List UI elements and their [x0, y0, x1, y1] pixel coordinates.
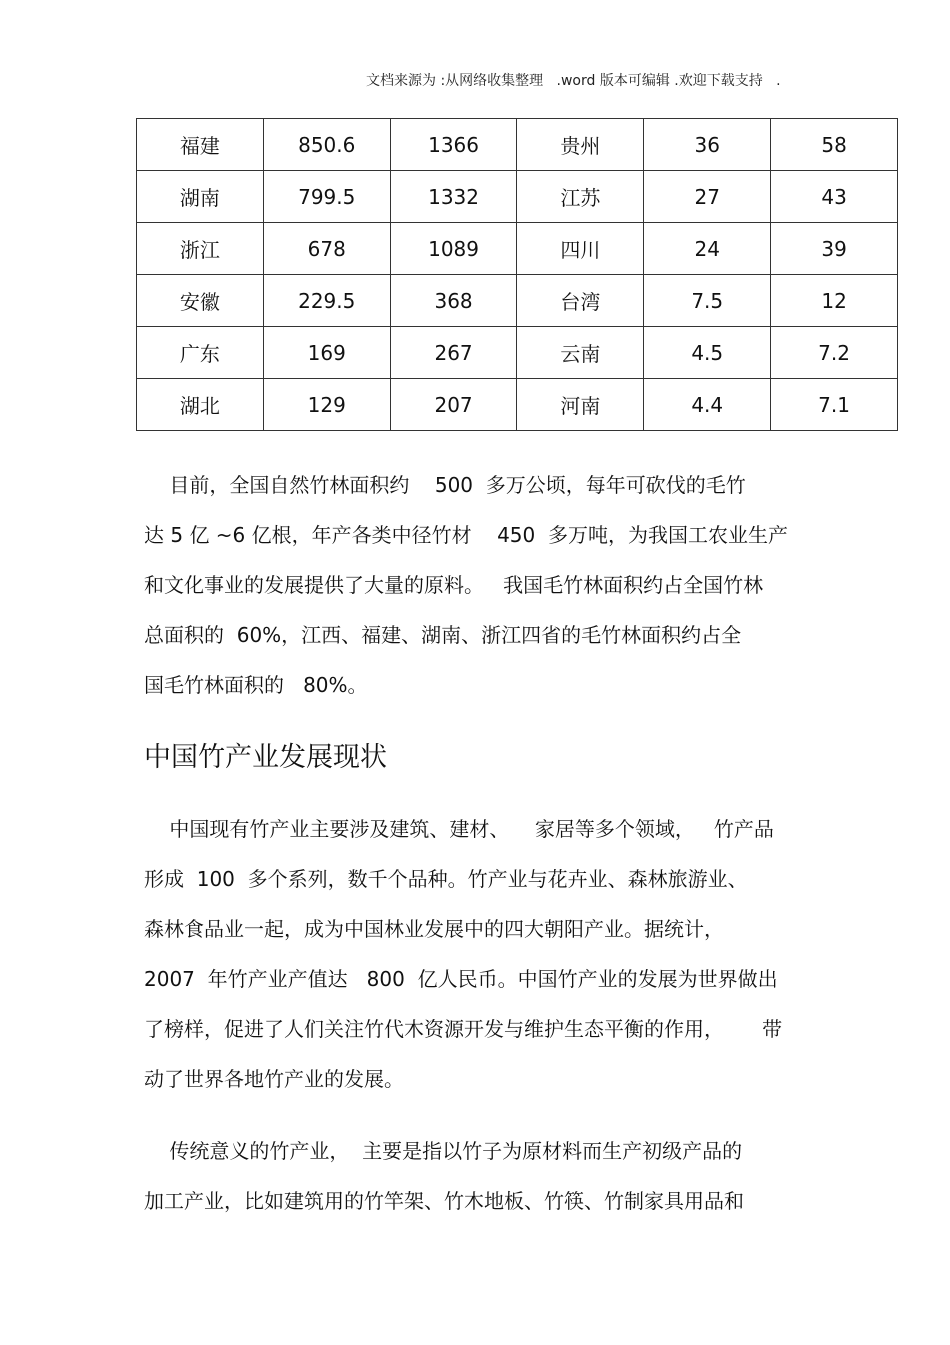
table-cell: 24 [644, 223, 771, 275]
table-row [137, 379, 898, 431]
paragraph-line: 了榜样，促进了人们关注竹代木资源开发与维护生态平衡的作用， 带 [144, 1017, 783, 1041]
table-cell: 安徽 [137, 275, 264, 327]
table-cell: 河南 [517, 379, 644, 431]
table-cell: 678 [263, 223, 390, 275]
paragraph-line: 国毛竹林面积的 80%。 [144, 673, 368, 697]
table-cell: 27 [644, 171, 771, 223]
paragraph-line: 目前，全国自然竹林面积约 500 多万公顷，每年可砍伐的毛竹 [144, 473, 746, 497]
table-cell: 广东 [137, 327, 264, 379]
province-data-table [136, 118, 898, 431]
table-cell: 169 [263, 327, 390, 379]
table-cell: 129 [263, 379, 390, 431]
table-cell: 4.4 [644, 379, 771, 431]
table-cell: 229.5 [263, 275, 390, 327]
table-cell: 1332 [390, 171, 517, 223]
paragraph-line: 2007 年竹产业产值达 800 亿人民币。中国竹产业的发展为世界做出 [144, 967, 778, 991]
table-cell: 7.2 [771, 327, 898, 379]
paragraph-line: 和文化事业的发展提供了大量的原料。 我国毛竹林面积约占全国竹林 [144, 573, 764, 597]
table-cell: 四川 [517, 223, 644, 275]
paragraph-line: 达 5 亿 ~6 亿根，年产各类中径竹材 450 多万吨，为我国工农业生产 [144, 523, 788, 547]
table-row [137, 171, 898, 223]
table-body [137, 119, 898, 431]
paragraph-line: 传统意义的竹产业， 主要是指以竹子为原材料而生产初级产品的 [144, 1139, 743, 1163]
table-cell: 43 [771, 171, 898, 223]
table-cell: 368 [390, 275, 517, 327]
table-cell: 江苏 [517, 171, 644, 223]
table-cell: 1089 [390, 223, 517, 275]
table-cell: 云南 [517, 327, 644, 379]
paragraph-line: 动了世界各地竹产业的发展。 [144, 1067, 404, 1091]
table-cell: 1366 [390, 119, 517, 171]
table-cell: 58 [771, 119, 898, 171]
table-cell: 贵州 [517, 119, 644, 171]
table-cell: 7.5 [644, 275, 771, 327]
table-row [137, 327, 898, 379]
paragraph-line: 中国现有竹产业主要涉及建筑、建材、 家居等多个领域， 竹产品 [144, 817, 774, 841]
table-row [137, 275, 898, 327]
table-row [137, 119, 898, 171]
paragraph-line: 总面积的 60%，江西、福建、湖南、浙江四省的毛竹林面积约占全 [144, 623, 742, 647]
paragraph-line: 形成 100 多个系列，数千个品种。竹产业与花卉业、森林旅游业、 [144, 867, 748, 891]
table-cell: 850.6 [263, 119, 390, 171]
table-row [137, 223, 898, 275]
table-cell: 267 [390, 327, 517, 379]
table-cell: 4.5 [644, 327, 771, 379]
table-cell: 浙江 [137, 223, 264, 275]
table-cell: 207 [390, 379, 517, 431]
table-cell: 36 [644, 119, 771, 171]
paragraph-bamboo-area [144, 460, 844, 710]
table-cell: 7.1 [771, 379, 898, 431]
table-cell: 台湾 [517, 275, 644, 327]
table-cell: 湖南 [137, 171, 264, 223]
paragraph-industry-status [144, 804, 844, 1104]
paragraph-line: 加工产业，比如建筑用的竹竿架、竹木地板、竹筷、竹制家具用品和 [144, 1189, 744, 1213]
table-cell: 39 [771, 223, 898, 275]
table-cell: 12 [771, 275, 898, 327]
header-note: 文档来源为 :从网络收集整理 .word 版本可编辑 .欢迎下载支持 . [366, 73, 781, 89]
paragraph-traditional-industry [144, 1126, 844, 1226]
table-cell: 福建 [137, 119, 264, 171]
section-heading: 中国竹产业发展现状 [144, 742, 387, 773]
paragraph-line: 森林食品业一起，成为中国林业发展中的四大朝阳产业。据统计， [144, 917, 724, 941]
table-cell: 799.5 [263, 171, 390, 223]
table-cell: 湖北 [137, 379, 264, 431]
